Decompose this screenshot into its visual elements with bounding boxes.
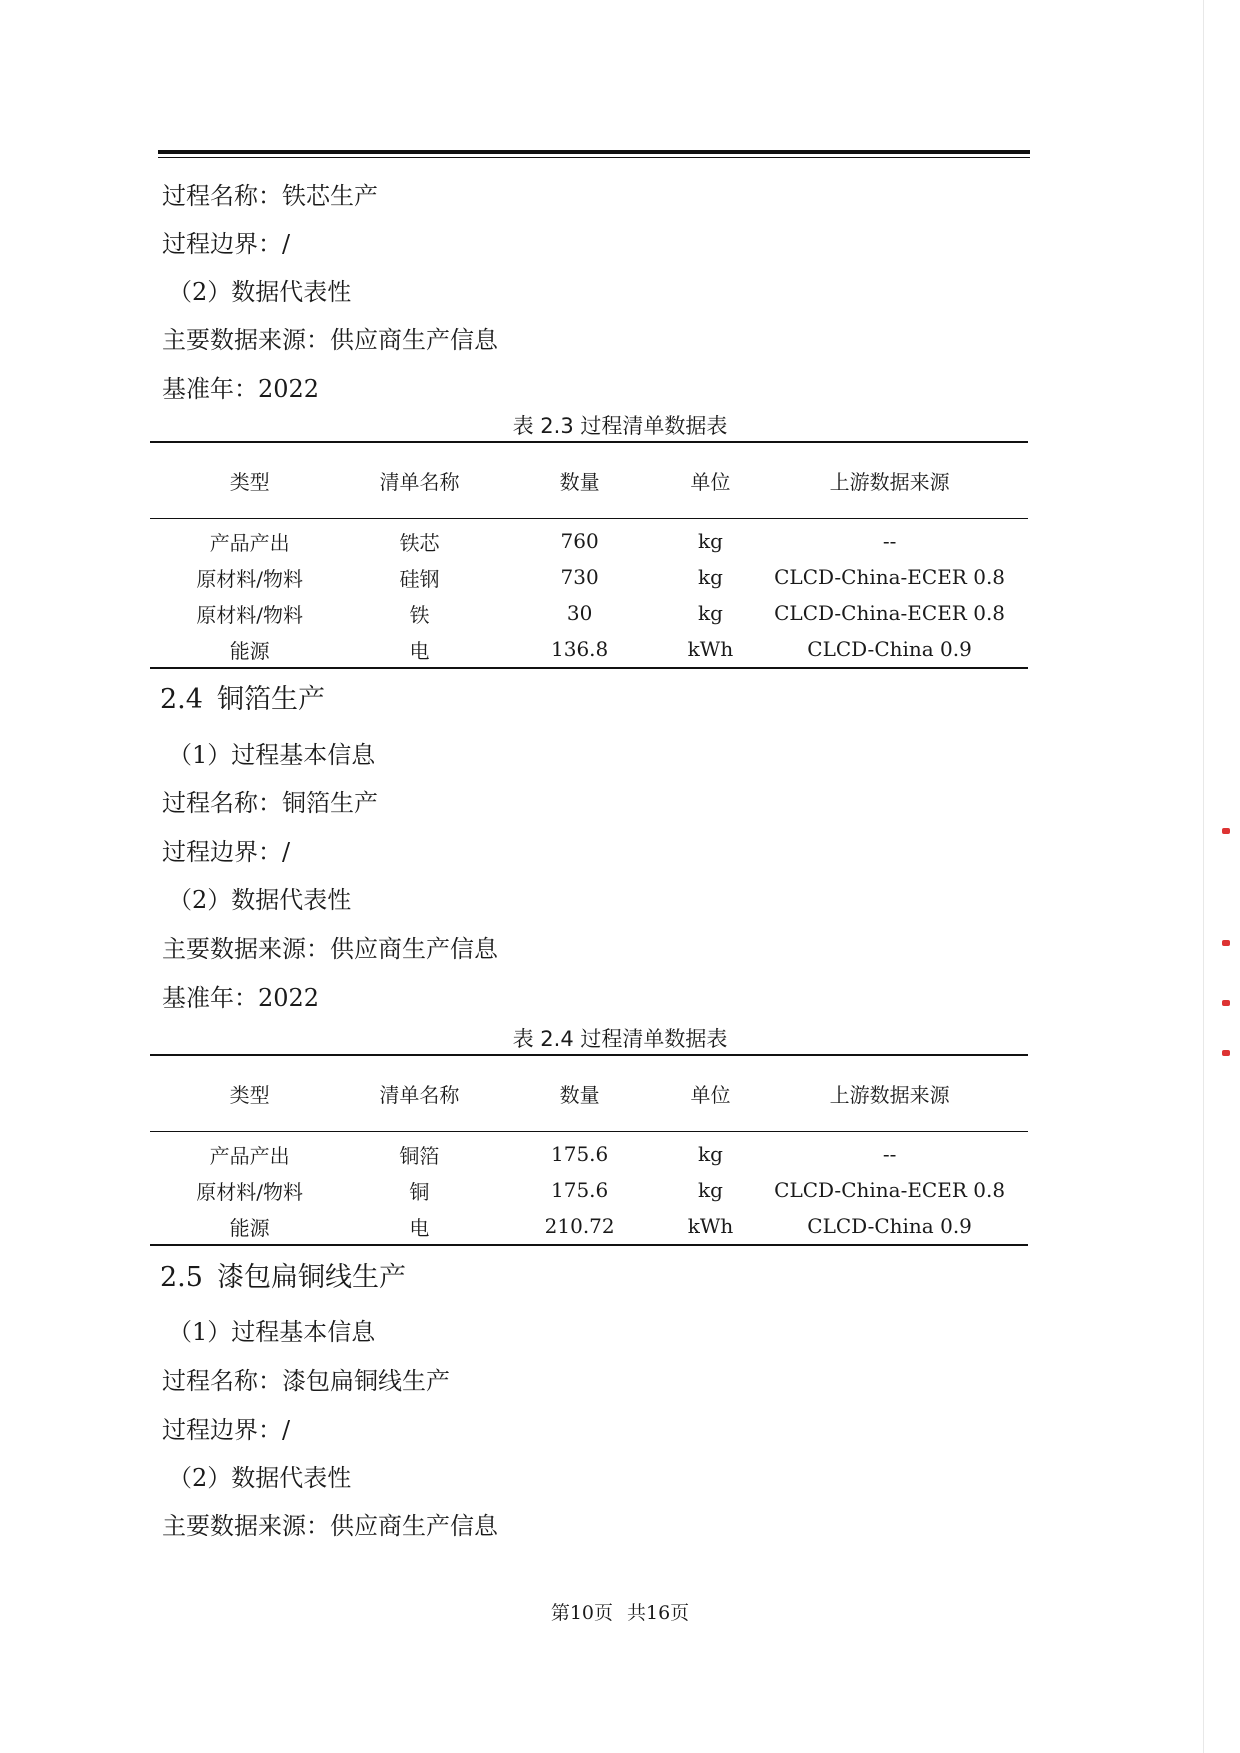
cell-upstream-source: -- — [882, 1142, 897, 1166]
table-row — [150, 595, 1028, 631]
cell-quantity: 175.6 — [551, 1142, 609, 1166]
process-boundary-2-3: 过程边界：/ — [162, 230, 291, 258]
cell-item-name: 电 — [409, 1215, 430, 1240]
cell-unit: kg — [697, 565, 723, 589]
cell-quantity: 175.6 — [551, 1178, 609, 1202]
base-year-2-3: 基准年：2022 — [162, 375, 320, 403]
basic-info-2-5: （1）过程基本信息 — [168, 1318, 376, 1346]
process-name-2-4: 过程名称：铜箔生产 — [162, 789, 378, 817]
page-footer — [0, 1598, 1240, 1625]
header-quantity: 数量 — [559, 470, 600, 494]
page-edge — [1203, 0, 1204, 1753]
seal-mark — [1222, 1000, 1230, 1006]
header-upstream-source: 上游数据来源 — [829, 470, 950, 494]
table-row — [150, 1172, 1028, 1208]
cell-unit: kg — [697, 529, 723, 553]
cell-item-name: 铁 — [409, 602, 430, 627]
header-unit: 单位 — [690, 1083, 731, 1107]
cell-quantity: 730 — [560, 565, 599, 589]
cell-type: 原材料/物料 — [196, 602, 304, 627]
cell-unit: kg — [697, 601, 723, 625]
process-name-2-3: 过程名称：铁芯生产 — [162, 182, 378, 210]
cell-type: 产品产出 — [209, 1143, 290, 1168]
data-source-2-4: 主要数据来源：供应商生产信息 — [162, 935, 498, 963]
table-2-3 — [150, 441, 1028, 669]
cell-quantity: 210.72 — [544, 1214, 615, 1238]
table-row — [150, 519, 1028, 560]
header-type: 类型 — [229, 1083, 270, 1107]
cell-type: 原材料/物料 — [196, 1179, 304, 1204]
table-2-4-caption: 表 2.4 过程清单数据表 — [512, 1027, 728, 1051]
section-title: 漆包扁铜线生产 — [216, 1262, 406, 1293]
seal-mark — [1222, 1050, 1230, 1056]
seal-mark — [1222, 828, 1230, 834]
cell-item-name: 铜箔 — [399, 1143, 440, 1168]
header-type: 类型 — [229, 470, 270, 494]
process-name-2-5: 过程名称：漆包扁铜线生产 — [162, 1367, 450, 1395]
section-2-5-heading — [160, 1261, 406, 1295]
table-row — [150, 559, 1028, 595]
cell-unit: kg — [698, 1142, 723, 1166]
cell-upstream-source: CLCD-China 0.9 — [807, 637, 972, 661]
seal-mark — [1222, 940, 1230, 946]
data-representativeness-2-3: （2）数据代表性 — [168, 278, 352, 306]
cell-quantity: 30 — [566, 601, 593, 625]
process-boundary-2-5: 过程边界：/ — [162, 1416, 291, 1444]
cell-upstream-source: CLCD-China-ECER 0.8 — [774, 601, 1006, 625]
section-title: 铜箔生产 — [216, 684, 325, 715]
header-item-name: 清单名称 — [379, 470, 460, 494]
cell-item-name: 硅钢 — [399, 566, 440, 591]
data-source-2-3: 主要数据来源：供应商生产信息 — [162, 326, 498, 354]
section-2-4-heading — [160, 683, 325, 717]
cell-unit: kWh — [687, 637, 734, 661]
section-number: 2.4 — [160, 684, 203, 715]
data-representativeness-2-4: （2）数据代表性 — [168, 886, 352, 914]
cell-item-name: 铜 — [409, 1179, 430, 1204]
section-number: 2.5 — [160, 1262, 203, 1293]
page-number: 第10页 — [550, 1602, 613, 1624]
cell-type: 能源 — [229, 638, 270, 663]
data-representativeness-2-5: （2）数据代表性 — [168, 1464, 352, 1492]
header-rule-thin — [158, 157, 1030, 158]
cell-type: 产品产出 — [209, 530, 290, 555]
base-year-2-4: 基准年：2022 — [162, 984, 320, 1012]
cell-item-name: 铁芯 — [399, 530, 440, 555]
cell-upstream-source: CLCD-China 0.9 — [807, 1214, 972, 1238]
cell-type: 能源 — [229, 1215, 270, 1240]
table-row — [150, 1132, 1028, 1173]
table-row — [150, 1208, 1028, 1245]
table-header-row — [150, 1055, 1028, 1132]
header-rule — [158, 150, 1030, 154]
cell-upstream-source: CLCD-China-ECER 0.8 — [774, 565, 1006, 589]
cell-quantity: 760 — [560, 529, 599, 553]
cell-unit: kWh — [687, 1214, 734, 1238]
header-upstream-source: 上游数据来源 — [829, 1083, 950, 1107]
cell-type: 原材料/物料 — [196, 566, 304, 591]
cell-quantity: 136.8 — [551, 637, 609, 661]
table-row — [150, 631, 1028, 668]
data-source-2-5: 主要数据来源：供应商生产信息 — [162, 1512, 498, 1540]
cell-item-name: 电 — [409, 638, 430, 663]
page-total: 共16页 — [627, 1602, 690, 1624]
header-item-name: 清单名称 — [379, 1083, 460, 1107]
cell-upstream-source: CLCD-China-ECER 0.8 — [774, 1178, 1006, 1202]
process-boundary-2-4: 过程边界：/ — [162, 838, 291, 866]
table-header-row — [150, 442, 1028, 519]
table-2-3-caption: 表 2.3 过程清单数据表 — [512, 414, 728, 438]
header-quantity: 数量 — [559, 1083, 600, 1107]
basic-info-2-4: （1）过程基本信息 — [168, 741, 376, 769]
cell-unit: kg — [698, 1178, 723, 1202]
header-unit: 单位 — [690, 470, 731, 494]
table-2-4 — [150, 1054, 1028, 1246]
cell-upstream-source: -- — [882, 529, 897, 553]
